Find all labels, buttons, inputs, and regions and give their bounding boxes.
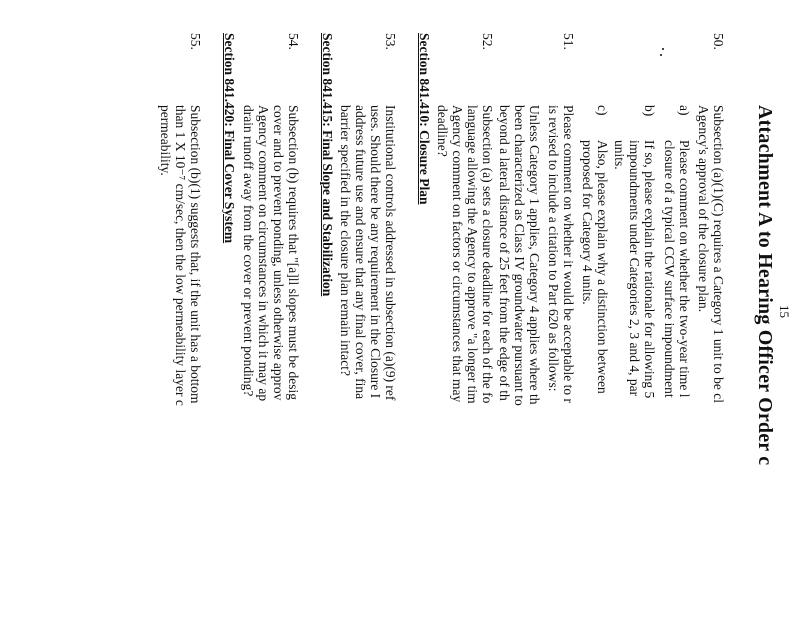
section-heading-415: Section 841.415: Final Slope and Stabilization	[320, 33, 335, 297]
text-line: Unless Category 1 applies, Category 4 applies where th	[527, 105, 542, 405]
text-line: drain runoff away from the cover or prevent ponding?	[241, 105, 256, 397]
text-line: Agency comment on circumstances in which it may ap	[256, 105, 271, 402]
text-line: deadline?	[435, 105, 450, 157]
text-line: cover and to prevent ponding, unless otherwise approv	[271, 105, 286, 401]
text-line: Subsection (a) sets a closure deadline for each of the fo	[480, 105, 495, 404]
item-51-text	[546, 105, 576, 403]
text-line: address future use and ensure that any final cover, fina	[353, 105, 368, 400]
text-line: impoundments under Categories 2, 3 and 4, par	[627, 140, 642, 397]
text-line: Please comment on whether the two-year time l	[677, 140, 692, 398]
item-54-text	[241, 105, 301, 401]
text-line: is revised to include a citation to Part 620 as follows:	[546, 105, 561, 392]
text-line: Agency's approval of the closure plan.	[696, 105, 711, 313]
text-line: barrier specified in the closure plan remain intact?	[338, 105, 353, 377]
text-line: language allowing the Agency to approve "a longer tim	[465, 105, 480, 404]
item-50c-marker: c)	[595, 105, 610, 116]
item-50a-marker: a)	[677, 105, 692, 116]
text-line: Subsection (b) requires that "[a]ll slopes must be desig	[286, 105, 301, 400]
item-50b-marker: b)	[642, 105, 657, 117]
item-52-text	[435, 105, 495, 404]
text-line: Institutional controls addressed in subsection (a)(9) ref	[383, 105, 398, 401]
item-53-number: 53.	[383, 33, 398, 50]
section-heading-410: Section 841.410: Closure Plan	[417, 33, 432, 205]
text-line: uses. Should there be any requirement in the Closure I	[368, 105, 383, 399]
text-line: Please comment on whether it would be acceptable to r	[561, 105, 576, 404]
text-line: proposed for Category 4 units.	[580, 140, 595, 305]
text-line: Subsection (b)(1) suggests that, if the unit has a bottom	[188, 105, 203, 404]
text-line: been characterized as Class IV groundwater pursuant to	[512, 105, 527, 406]
item-50b-text	[612, 140, 657, 398]
text-line: Agency comment on factors or circumstances that may	[450, 105, 465, 403]
item-55-number: 55.	[188, 33, 203, 50]
scan-speck	[660, 54, 662, 56]
scan-speck	[662, 48, 664, 50]
page-title: Attachment A to Hearing Officer Order c	[754, 105, 776, 466]
item-53-text	[338, 105, 398, 400]
item-55-text	[158, 105, 203, 406]
text-line: closure of a typical CCW surface impoundment	[662, 140, 677, 398]
text-line: Subsection (a)(1)(C) requires a Category 1 unit to be cl	[711, 105, 726, 404]
page-number: 15	[777, 305, 792, 318]
item-50a-text	[662, 140, 692, 398]
item-50c-text	[580, 140, 610, 394]
item-50-number: 50.	[711, 33, 726, 50]
text-line: If so, please explain the rationale for allowing 5	[642, 140, 657, 399]
item-54-number: 54.	[286, 33, 301, 50]
item-51-number: 51.	[561, 33, 576, 50]
item-50-text	[696, 105, 726, 403]
text-line: than 1 X 10⁻⁷ cm/sec, then the low permeability layer c	[173, 105, 188, 406]
section-heading-420: Section 841.420: Final Cover System	[222, 33, 237, 244]
text-line: beyond a lateral distance of 25 feet from the edge of th	[497, 105, 512, 401]
text-line: Also, please explain why a distinction between	[595, 140, 610, 394]
text-line: permeability.	[158, 105, 173, 176]
text-line: units.	[612, 140, 627, 170]
item-52-number: 52.	[480, 33, 495, 50]
item-51-quote	[497, 105, 542, 406]
